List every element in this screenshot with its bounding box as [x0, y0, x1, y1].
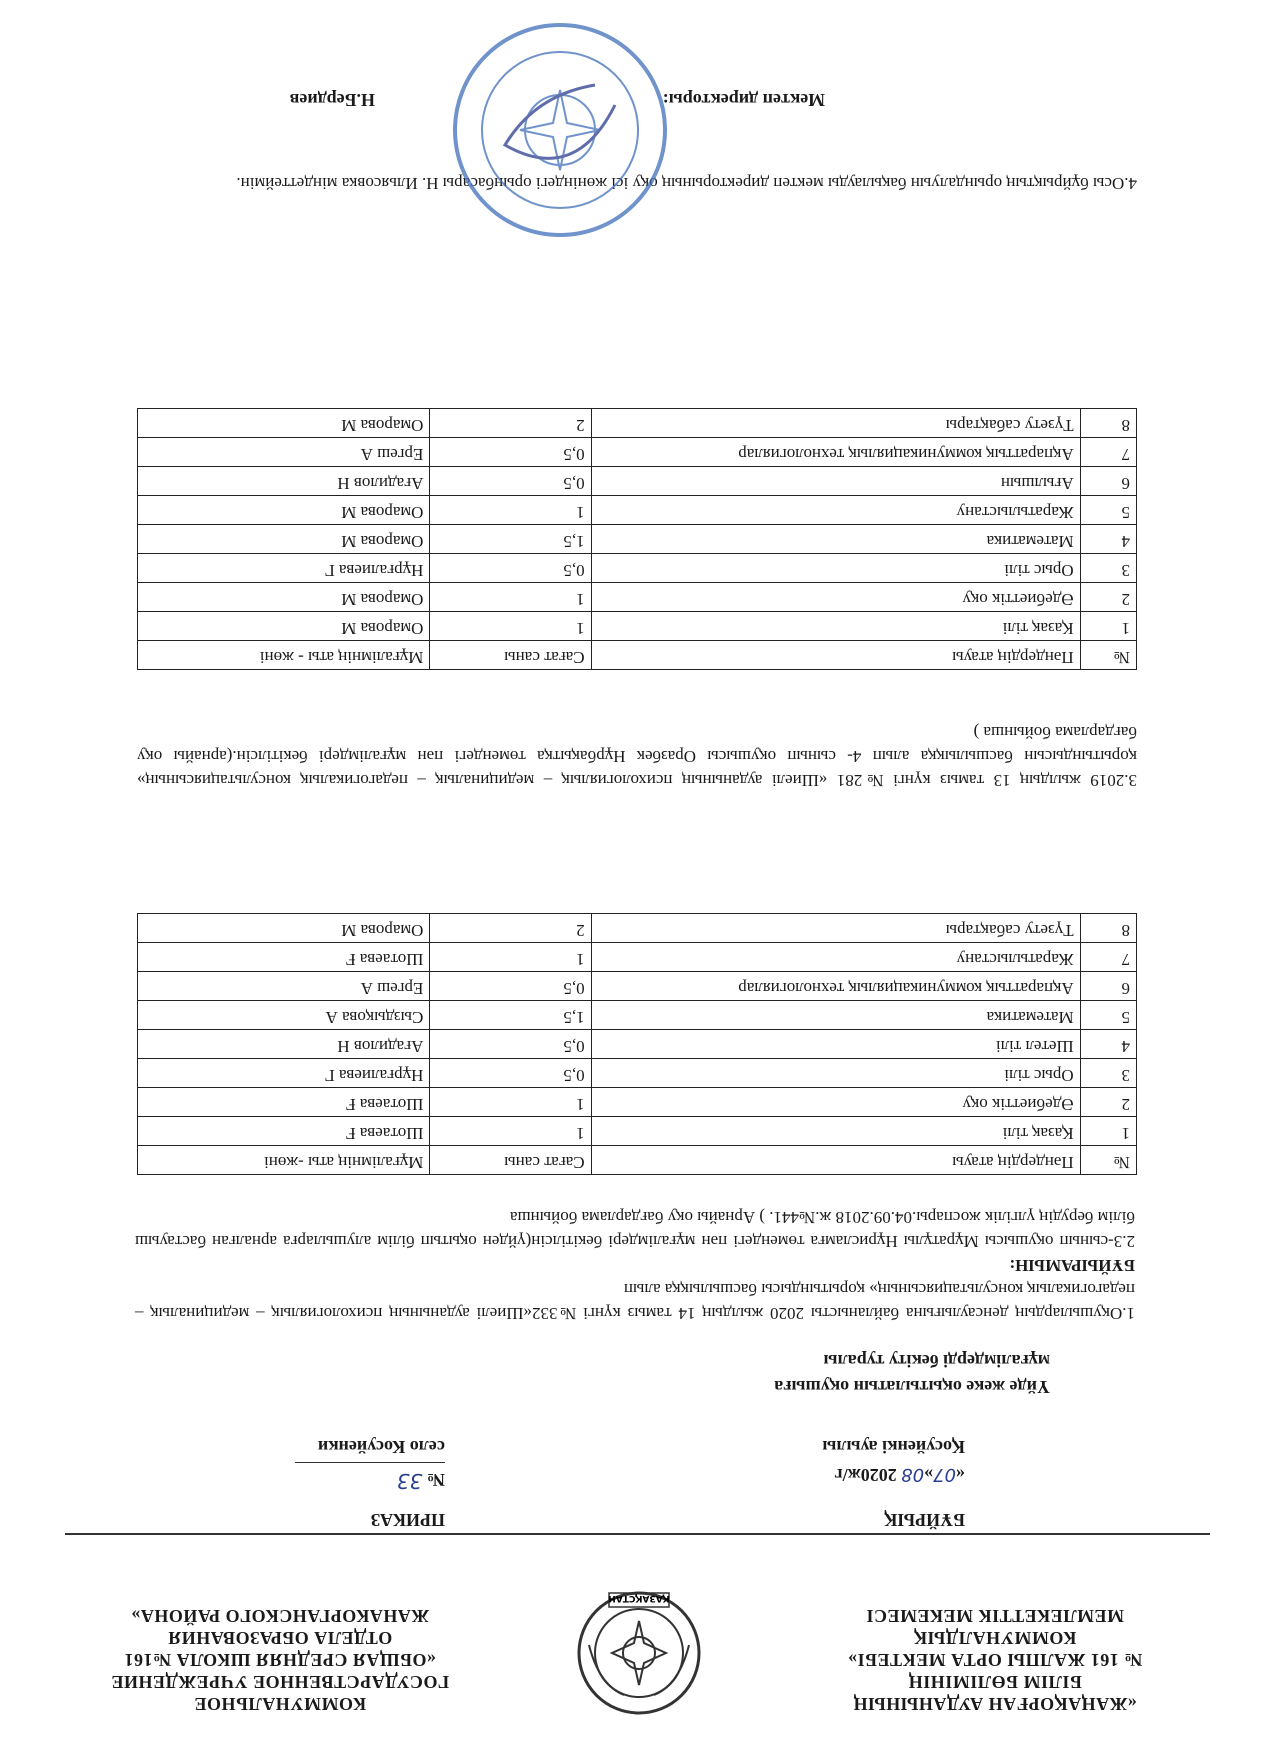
letterhead-line: № 161 ЖАЛПЫ ОРТА МЕКТЕБІ»	[847, 1650, 1143, 1670]
letterhead-line: ЖАНАКОРГАНСКОГО РАЙОНА»	[130, 1606, 430, 1626]
letterhead-line: ГОСУДАРСТВЕННОЕ УЧРЕЖДЕНИЕ	[110, 1672, 450, 1692]
date-day: 07	[933, 1464, 956, 1485]
table-header-cell: Сағат саны	[430, 1146, 591, 1175]
title-line: мұғалімдерді бекіту туралы	[823, 1351, 1050, 1371]
letterhead-line: КОММУНАЛДЫҚ	[913, 1628, 1077, 1648]
table-cell: Қазақ тілі	[591, 1117, 1080, 1146]
place-ru: село Косуйенки	[317, 1437, 445, 1457]
date-quote: «	[956, 1465, 965, 1485]
table-cell: Омарова М	[138, 612, 430, 641]
table-cell: 4	[1080, 525, 1136, 554]
header-divider	[65, 1533, 1210, 1535]
letterhead-line: МЕМЛЕКЕТТІК МЕКЕМЕСІ	[865, 1606, 1125, 1626]
number-value: 33	[396, 1469, 423, 1493]
table-row	[138, 1001, 1137, 1030]
table-cell: 8	[1080, 409, 1136, 438]
table-cell: 1	[1080, 1117, 1136, 1146]
table-cell: Түзету сабақтары	[591, 914, 1080, 943]
table-cell: Ергеш А	[138, 438, 430, 467]
paragraph-1-command: БҰЙЫРАМЫН:	[1009, 1256, 1135, 1275]
table-cell: Жаратылыстану	[591, 496, 1080, 525]
date-year: 2020ж/г	[834, 1465, 902, 1485]
table-cell: 4	[1080, 1030, 1136, 1059]
table-header-row	[138, 641, 1137, 670]
state-emblem-icon	[574, 1575, 704, 1725]
table-cell: Омарова М	[138, 583, 430, 612]
table-row	[138, 525, 1137, 554]
paragraph-4: 4.Осы бұйрықтың орындалуын бақылауды мектеп директорының оқу ісі жөніндегі орынбасары Н. Ильясовка міндеттеймін.	[236, 174, 1137, 193]
table-cell: 0,5	[430, 1059, 591, 1088]
table-row	[138, 467, 1137, 496]
table-row	[138, 1059, 1137, 1088]
table-row	[138, 496, 1137, 525]
table-row	[138, 438, 1137, 467]
school-seal-icon	[445, 15, 675, 245]
letterhead-kazakh	[785, 1605, 1205, 1715]
letterhead-line: БІЛІМ БӨЛІМІНІҢ	[908, 1672, 1082, 1692]
table-cell: 3	[1080, 554, 1136, 583]
table-cell: Ақпараттық коммуникациялық технологиялар	[591, 972, 1080, 1001]
table-row	[138, 1117, 1137, 1146]
table-row	[138, 1088, 1137, 1117]
letterhead-line: КОММУНАЛЬНОЕ	[193, 1694, 367, 1714]
table-header-cell: Пәндердің атауы	[591, 641, 1080, 670]
letterhead-russian	[70, 1605, 490, 1715]
table-cell: 8	[1080, 914, 1136, 943]
table-cell: 0,5	[430, 467, 591, 496]
table-cell: Шотаева Ғ	[138, 1117, 430, 1146]
table-row	[138, 554, 1137, 583]
table-cell: Ақпараттық коммуникациялық технологиялар	[591, 438, 1080, 467]
number-underline	[295, 1462, 445, 1463]
table-cell: Математика	[591, 525, 1080, 554]
paragraph-2: 2.3-сынып оқушысы Мұратұлы Нұрисламға төмендегі пән мұғалімдері бекітілсін(үйден оқытып білім алушыларға арналған бастауыш білім берудің үлгілік жоспары.04.09.2018 ж.№441. ) Арнайы оқу бағдарлама бойынша	[135, 1208, 1135, 1251]
table-cell: 1	[430, 496, 591, 525]
table-cell: 2	[1080, 583, 1136, 612]
table-cell: 6	[1080, 972, 1136, 1001]
order-label-kz: БҰЙРЫҚ	[884, 1510, 965, 1530]
table-cell: 5	[1080, 496, 1136, 525]
table-cell: 1	[430, 1088, 591, 1117]
letterhead-line: ОТДЕЛА ОБРАЗОВАНИЯ	[167, 1628, 393, 1648]
table-row	[138, 1030, 1137, 1059]
table-header-cell: Сағат саны	[430, 641, 591, 670]
table-cell: 6	[1080, 467, 1136, 496]
letterhead	[0, 1575, 1275, 1725]
date-month: 08	[901, 1464, 925, 1485]
table-row	[138, 409, 1137, 438]
letterhead-line: «ОБЩАЯ СРЕДНЯЯ ШКОЛА №161	[123, 1650, 437, 1670]
table-cell: 2	[430, 914, 591, 943]
table-cell: 1,5	[430, 525, 591, 554]
table-cell: Ергеш А	[138, 972, 430, 1001]
paragraph-3: 3.2019 жылдың 13 тамыз күнгі №281 «Шиелі ауданының психологиялық – медициналық – педагогикалық консультациясының» қорытындысын басшылыққа алып 4- сынып оқушысы Оразбек Нұрбақытқа төмендегі пән мұғалімдері бекітілсін.(арнайы оқу бағдарлама бойынша )	[137, 723, 1137, 790]
table-cell: Орыс тілі	[591, 1059, 1080, 1088]
paragraph-1: 1.Оқушылардың денсаулығына байланысты 2020 жылдың 14 тамыз күнгі №332«Шиелі ауданының психологиялық – медициналық – педагогикалық консультациясының» қорытындысы басшылыққа алып	[135, 1280, 1135, 1323]
teacher-table-1	[137, 913, 1137, 1175]
table-cell: 0,5	[430, 438, 591, 467]
table-cell: 7	[1080, 943, 1136, 972]
table-cell: Орыс тілі	[591, 554, 1080, 583]
table-cell: 0,5	[430, 554, 591, 583]
table-cell: 1	[430, 1117, 591, 1146]
table-header-cell: №	[1080, 641, 1136, 670]
table-cell: Ағадилов Н	[138, 467, 430, 496]
table-cell: Әдебиеттік оқу	[591, 1088, 1080, 1117]
table-cell: 2	[1080, 1088, 1136, 1117]
table-cell: Шетел тілі	[591, 1030, 1080, 1059]
order-body	[135, 1205, 1135, 1325]
date-quote: »	[924, 1465, 934, 1485]
table-cell: 2	[430, 409, 591, 438]
table-cell: 3	[1080, 1059, 1136, 1088]
place-kz: Қосуйенкі ауылы	[822, 1437, 965, 1457]
table-cell: 1	[1080, 612, 1136, 641]
table-cell: 1	[430, 612, 591, 641]
table-cell: 5	[1080, 1001, 1136, 1030]
order-number	[397, 1469, 445, 1493]
table-cell: 7	[1080, 438, 1136, 467]
table-cell: Математика	[591, 1001, 1080, 1030]
teacher-table-2	[137, 408, 1137, 670]
letterhead-line: «ЖАҢАҚОРҒАН АУДАНЫНЫҢ	[853, 1694, 1137, 1714]
director-label: Мектеп директоры:	[662, 90, 825, 110]
table-cell: Ағадилов Н	[138, 1030, 430, 1059]
table-row	[138, 914, 1137, 943]
table-cell: Омарова М	[138, 525, 430, 554]
table-cell: Сыздықова А	[138, 1001, 430, 1030]
table-cell: Жаратылыстану	[591, 943, 1080, 972]
director-name: Н.Бердиев	[289, 90, 375, 110]
table-cell: 1	[430, 943, 591, 972]
order-title	[550, 1348, 1050, 1400]
table-cell: 0,5	[430, 972, 591, 1001]
table-cell: 0,5	[430, 1030, 591, 1059]
table-header-cell: №	[1080, 1146, 1136, 1175]
table-cell: Омарова М	[138, 496, 430, 525]
table-cell: Нұрғалиева Г	[138, 554, 430, 583]
table-cell: 1	[430, 583, 591, 612]
table-row	[138, 972, 1137, 1001]
table-row	[138, 943, 1137, 972]
title-line: Үйде жеке оқытылатын оқушыға	[774, 1377, 1050, 1397]
order-label-ru: ПРИКАЗ	[370, 1510, 445, 1530]
table-cell: Ағылшын	[591, 467, 1080, 496]
table-header-row	[138, 1146, 1137, 1175]
table-row	[138, 583, 1137, 612]
table-cell: Әдебиеттік оқу	[591, 583, 1080, 612]
table-cell: Омарова М	[138, 914, 430, 943]
table-cell: Нұрғалиева Г	[138, 1059, 430, 1088]
table-cell: Шотаева Ғ	[138, 1088, 430, 1117]
table-row	[138, 612, 1137, 641]
table-header-cell: Пәндердің атауы	[591, 1146, 1080, 1175]
table-cell: Түзету сабақтары	[591, 409, 1080, 438]
table-cell: Омарова М	[138, 409, 430, 438]
number-sign: №	[426, 1470, 445, 1490]
table-cell: 1,5	[430, 1001, 591, 1030]
emblem-text: ҚАЗАҚСТАН	[608, 1593, 670, 1603]
table-header-cell: Мұғалімнің аты - жөні	[138, 641, 430, 670]
table-cell: Шотаева Ғ	[138, 943, 430, 972]
order-date	[834, 1464, 965, 1485]
table-cell: Қазақ тілі	[591, 612, 1080, 641]
table-header-cell: Мұғалімнің аты -жөні	[138, 1146, 430, 1175]
